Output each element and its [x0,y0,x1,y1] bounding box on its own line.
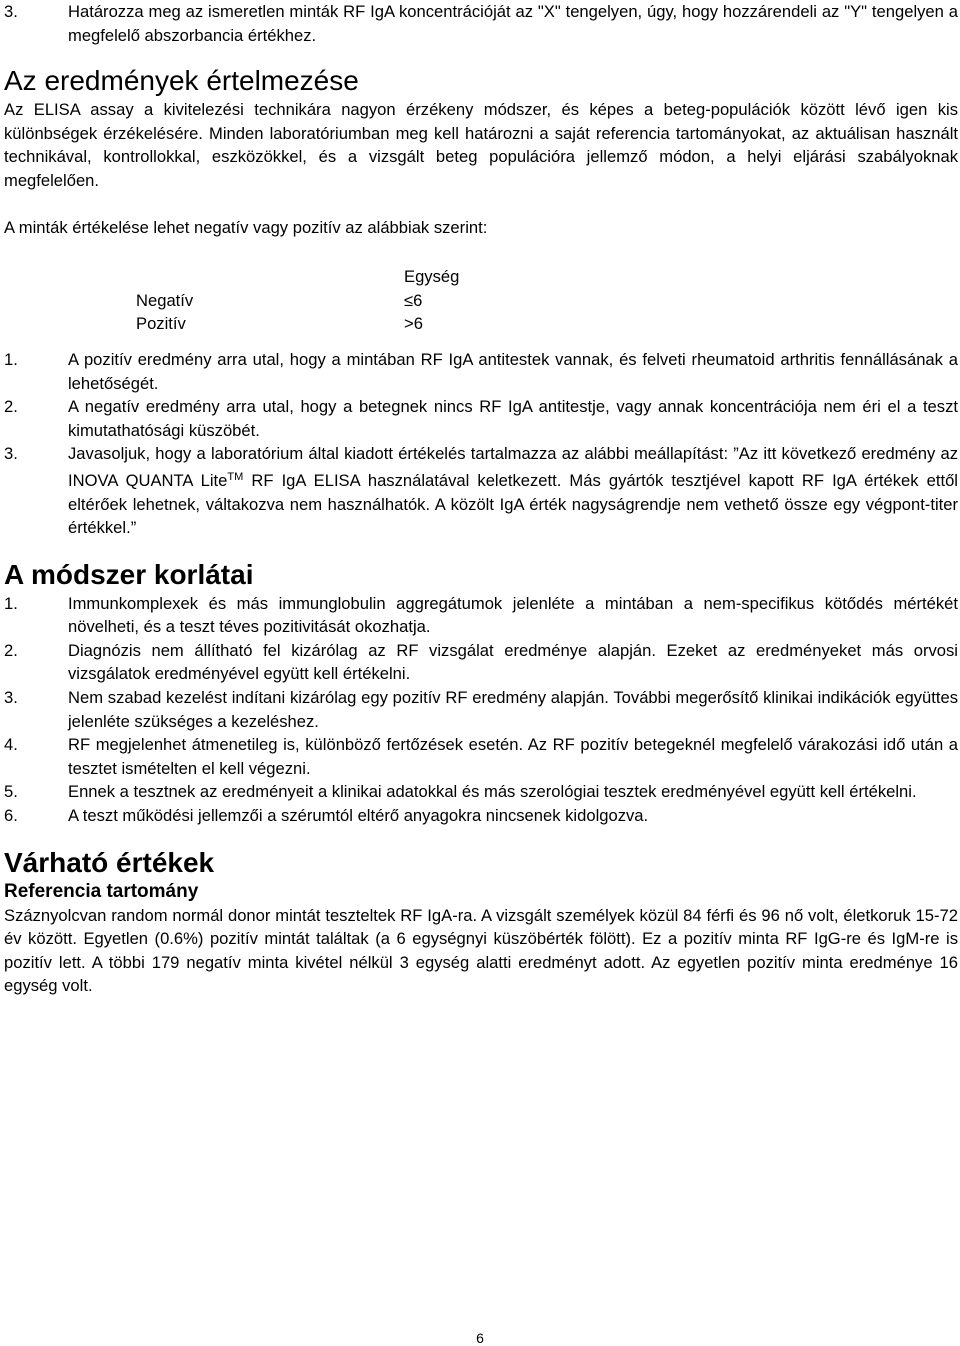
evaluation-table [136,265,958,336]
item-number: 6. [4,806,18,826]
document-page [4,0,958,998]
limitations-heading: A módszer korlátai [4,558,254,590]
item-number: 3. [4,688,18,708]
item-text: A negatív eredmény arra utal, hogy a betegnek nincs RF IgA antitestje, vagy annak koncentrációja nem éri el a teszt kimutathatósági küszöbét. [68,397,958,440]
item-number: 5. [4,782,18,802]
interpretation-item-3 [4,442,958,539]
item-text: Diagnózis nem állítható fel kizárólag az RF vizsgálat eredménye alapján. Ezeket az eredményeket más orvosi vizsgálatok eredményével együtt kell értékelni. [68,640,958,684]
row-value: ≤6 [404,290,423,310]
reference-range-subheading: Referencia tartomány [4,880,199,902]
step-text: Határozza meg az ismeretlen minták RF IgA koncentrációját az "X" tengelyen, úgy, hogy hozzárendeli az "Y" tengelyen a megfelelő abszorbancia értékhez. [68,2,958,45]
item-number: 4. [4,735,18,755]
row-label: Pozitív [136,314,186,334]
limitation-item-4 [4,733,958,780]
interpretation-list [4,348,958,540]
trademark-superscript: TM [227,470,244,483]
item-number: 3. [4,444,18,464]
limitation-item-5 [4,780,958,804]
item-text-part: RF IgA ELISA használatával keletkezett. Más gyártók tesztjével kapott RF IgA értékek ettől eltérőek lehetnek, váltakozva nem használhatók. A közölt IgA érték nagyságrendje nem vethető össze egy végpont-titer értékkel.” [68,470,958,538]
item-text: A pozitív eredmény arra utal, hogy a mintában RF IgA antitestek vannak, és felveti rheumatoid arthritis fennállásának a lehetőségét. [68,349,958,393]
item-text: Ennek a tesztnek az eredményeit a klinikai adatokkal és más szerológiai tesztek eredményével együtt kell értékelni. [68,782,917,802]
evaluation-row-positive [136,312,958,336]
interpretation-paragraph-1: Az ELISA assay a kivitelezési technikára nagyon érzékeny módszer, és képes a beteg-populációk között lévő igen kis különbségek érzékelésére. Minden laboratóriumban meg kell határozni a saját referencia tartományokat, az aktuálisan használt technikával, kontrollokkal, eszközökkel, és a vizsgált beteg populációra jellemző módon, a helyi eljárási szabályoknak megfelelően. [4,100,958,190]
limitation-item-3 [4,686,958,733]
unit-header: Egység [404,267,460,287]
item-text: Immunkomplexek és más immunglobulin aggregátumok jelenléte a mintában a nem-specifikus kötődés mértékét növelheti, és a teszt téves pozitivitását okozhatja. [68,593,958,637]
row-label: Negatív [136,290,194,310]
row-value: >6 [404,314,423,334]
item-text: RF megjelenhet átmenetileg is, különböző fertőzések esetén. Az RF pozitív betegeknél megfelelő várakozási idő után a tesztet ismételten el kell végezni. [68,735,958,778]
item-text: A teszt működési jellemzői a szérumtól eltérő anyagokra nincsenek kidolgozva. [68,806,649,826]
expected-values-heading: Várható értékek [4,846,215,878]
item-number: 2. [4,397,18,417]
item-number: 2. [4,640,18,660]
procedure-step-3 [4,0,958,47]
item-number: 1. [4,349,18,369]
step-number: 3. [4,2,18,21]
item-text-part: Javasoljuk, hogy a laboratórium által kiadott értékelés tartalmazza az alábbi meállapítást: ”Az itt következő eredmény az INOVA QUANTA Lite [68,444,958,490]
limitation-item-6 [4,804,958,828]
interpretation-paragraph-2: A minták értékelése lehet negatív vagy pozitív az alábbiak szerint: [4,217,488,237]
interpretation-item-2 [4,395,958,442]
interpretation-item-1 [4,348,958,395]
page-number: 6 [476,1330,484,1346]
limitation-item-2 [4,639,958,686]
limitations-list [4,592,958,828]
item-number: 1. [4,593,18,613]
evaluation-table-header [136,265,958,289]
evaluation-row-negative [136,289,958,313]
item-text [68,442,958,539]
reference-range-paragraph: Száznyolcvan random normál donor mintát teszteltek RF IgA-ra. A vizsgált személyek közül 84 férfi és 96 nő volt, életkoruk 15-72 év között. Egyetlen (0.6%) pozitív mintát találtak (a 6 egységnyi küszöbérték fölött). Ez a pozitív minta RF IgG-re és IgM-re is pozitív lett. A többi 179 negatív minta kivétel nélkül 3 egység alatti eredményt adott. Az egyetlen pozitív minta eredménye 16 egység volt. [4,905,958,996]
limitation-item-1 [4,592,958,639]
item-text: Nem szabad kezelést indítani kizárólag egy pozitív RF eredmény alapján. További megerősítő klinikai indikációk együttes jelenléte szükséges a kezeléshez. [68,688,958,731]
interpretation-heading: Az eredmények értelmezése [4,65,359,97]
